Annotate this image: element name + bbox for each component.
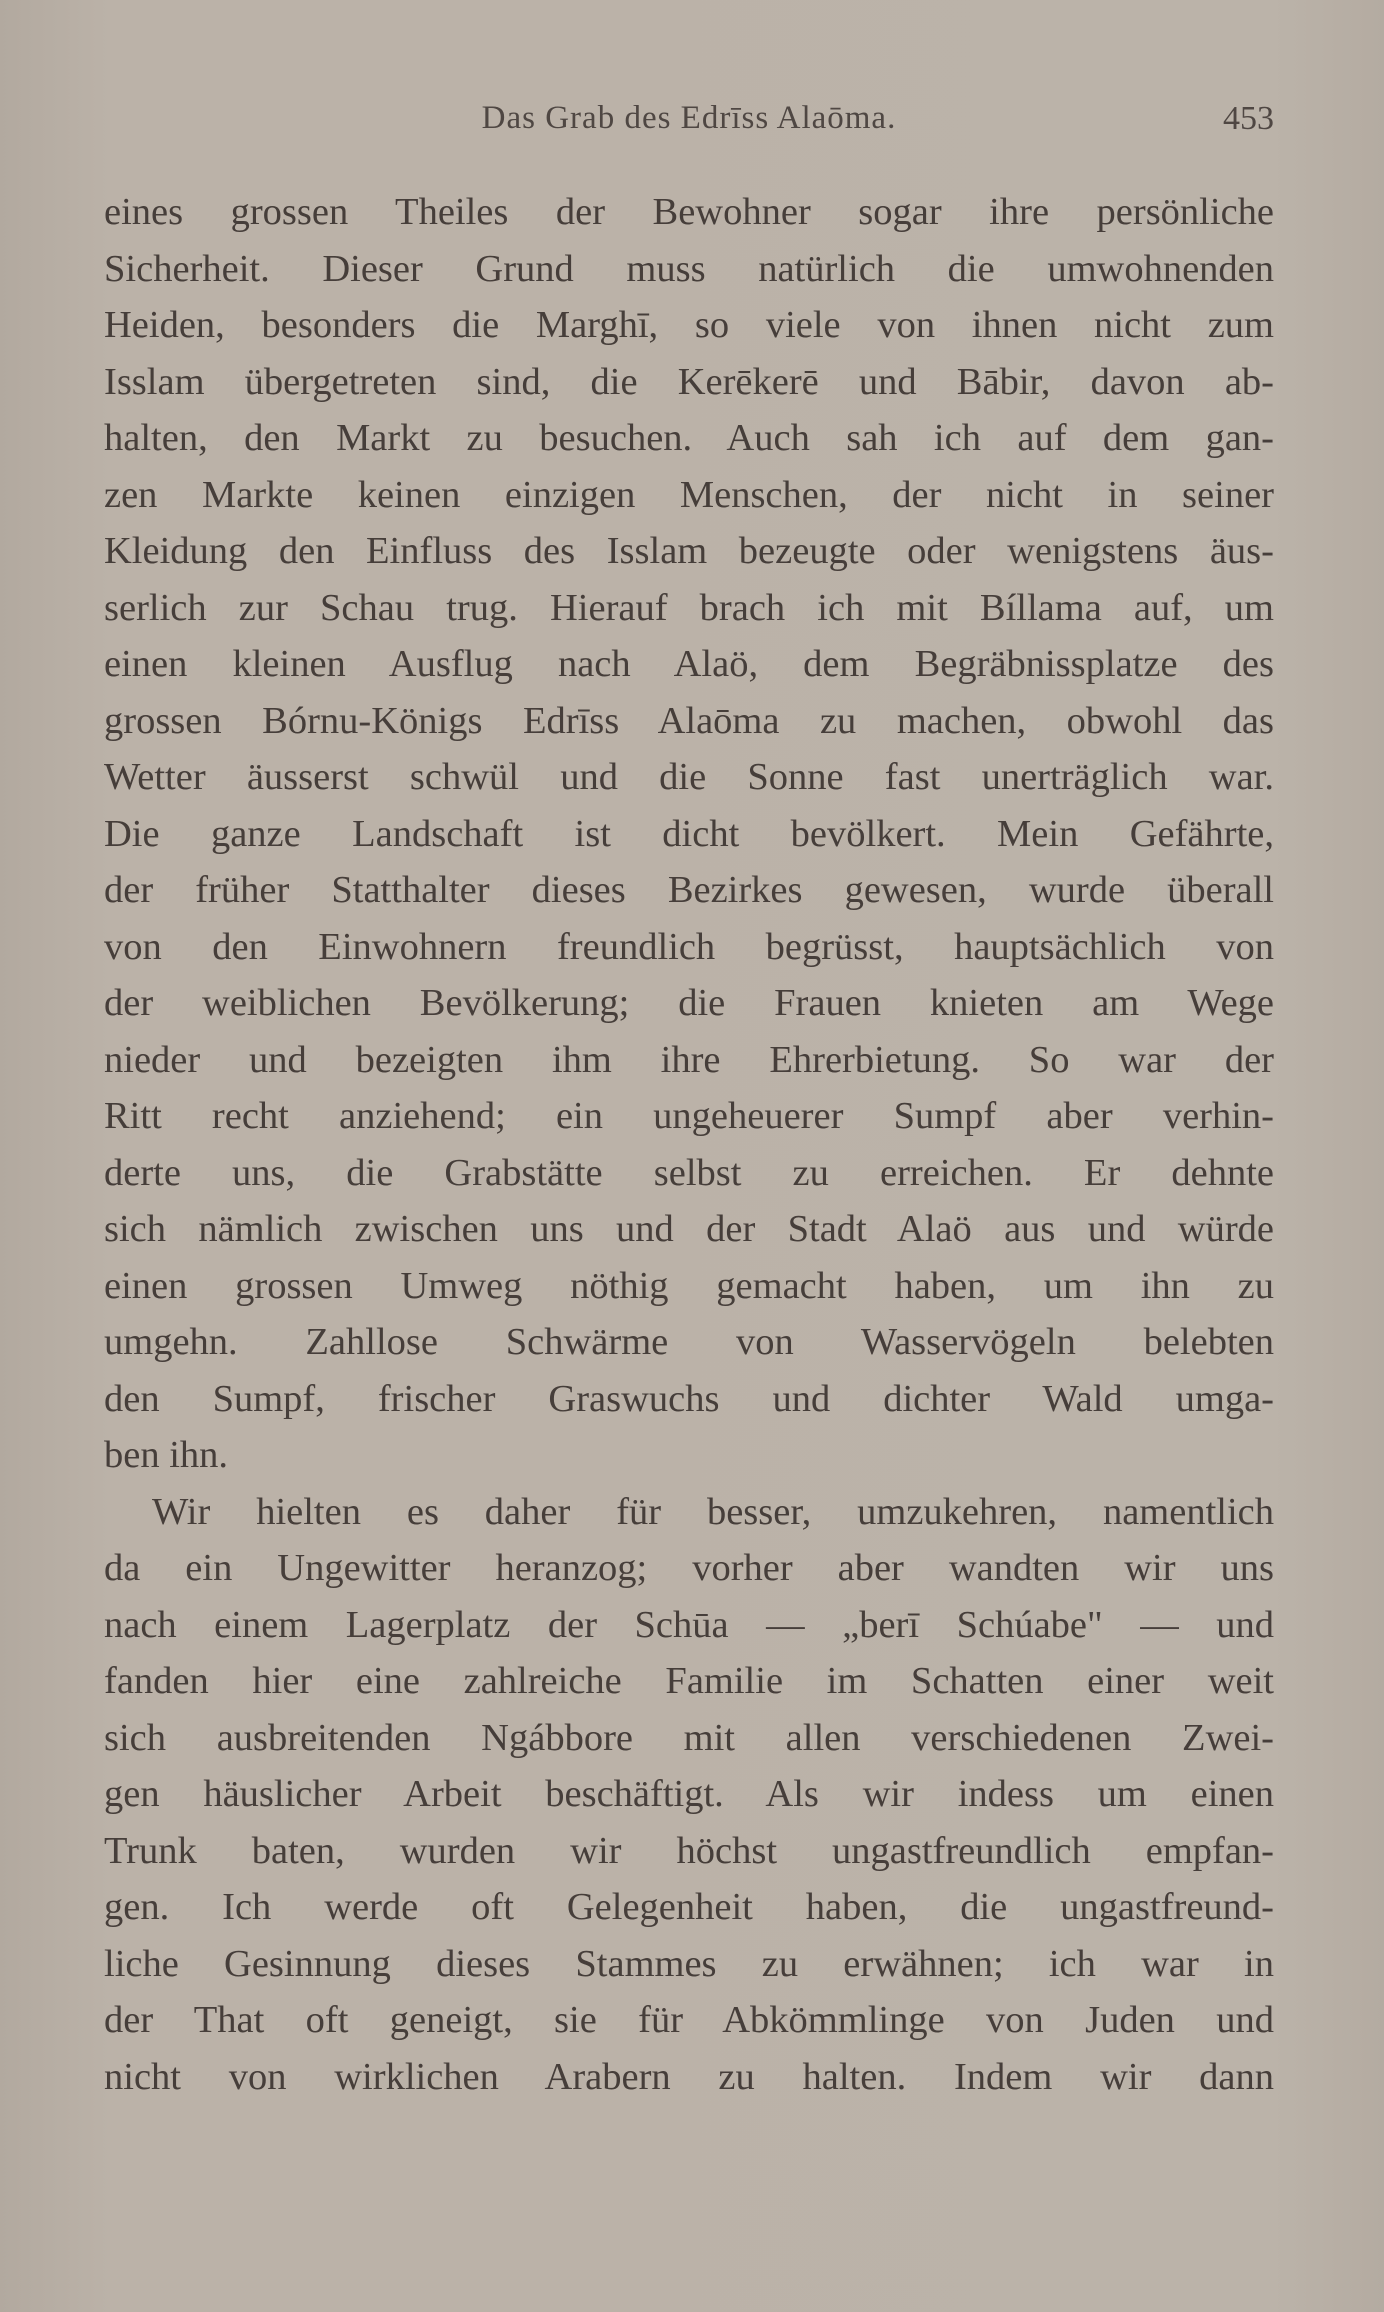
text-line: Wetter äusserst schwül und die Sonne fast unerträglich war.: [104, 756, 1274, 798]
text-line: umgehn. Zahllose Schwärme von Wasservögeln belebten: [104, 1321, 1274, 1363]
text-line: sich ausbreitenden Ngábbore mit allen verschiedenen Zwei-: [104, 1716, 1274, 1759]
text-line: Die ganze Landschaft ist dicht bevölkert. Mein Gefährte,: [104, 812, 1274, 855]
text-line: Heiden, besonders die Marghī, so viele von ihnen nicht zum: [104, 304, 1274, 346]
text-line: Isslam übergetreten sind, die Kerēkerē und Bābir, davon ab-: [104, 360, 1274, 403]
text-line: Ritt recht anziehend; ein ungeheuerer Sumpf aber verhin-: [104, 1095, 1274, 1137]
text-line: halten, den Markt zu besuchen. Auch sah ich auf dem gan-: [104, 417, 1274, 459]
text-line: von den Einwohnern freundlich begrüsst, hauptsächlich von: [104, 925, 1274, 968]
page-number: 453: [1223, 100, 1274, 137]
text-line: der weiblichen Bevölkerung; die Frauen knieten am Wege: [104, 982, 1274, 1024]
text-line: sich nämlich zwischen uns und der Stadt Alaö aus und würde: [104, 1208, 1274, 1250]
text-line: zen Markte keinen einzigen Menschen, der nicht in seiner: [104, 473, 1274, 516]
text-line: Sicherheit. Dieser Grund muss natürlich die umwohnenden: [104, 247, 1274, 290]
page-header: [104, 100, 1274, 150]
text-line: nicht von wirklichen Arabern zu halten. Indem wir dann: [104, 2055, 1274, 2098]
text-line: fanden hier eine zahlreiche Familie im Schatten einer weit: [104, 1660, 1274, 1702]
text-line: nieder und bezeigten ihm ihre Ehrerbietung. So war der: [104, 1038, 1274, 1081]
text-line: grossen Bórnu-Königs Edrīss Alaōma zu machen, obwohl das: [104, 699, 1274, 742]
text-line: Wir hielten es daher für besser, umzukehren, namentlich: [152, 1490, 1274, 1533]
text-line: den Sumpf, frischer Graswuchs und dichter Wald umga-: [104, 1377, 1274, 1420]
paragraph: [104, 1484, 1274, 2106]
text-line: eines grossen Theiles der Bewohner sogar ihre persönliche: [104, 191, 1274, 233]
text-line: derte uns, die Grabstätte selbst zu erreichen. Er dehnte: [104, 1151, 1274, 1194]
text-line: serlich zur Schau trug. Hierauf brach ich mit Bíllama auf, um: [104, 586, 1274, 629]
text-line: ben ihn.: [104, 1434, 229, 1476]
text-line: gen häuslicher Arbeit beschäftigt. Als wir indess um einen: [104, 1773, 1274, 1815]
text-line: Kleidung den Einfluss des Isslam bezeugte oder wenigstens äus-: [104, 530, 1274, 572]
paragraph: [104, 184, 1274, 1484]
text-line: einen kleinen Ausflug nach Alaö, dem Begräbnissplatze des: [104, 643, 1274, 685]
text-line: Trunk baten, wurden wir höchst ungastfreundlich empfan-: [104, 1829, 1274, 1872]
text-line: da ein Ungewitter heranzog; vorher aber wandten wir uns: [104, 1547, 1274, 1589]
body-text: [104, 184, 1274, 2105]
text-line: der früher Statthalter dieses Bezirkes gewesen, wurde überall: [104, 869, 1274, 911]
text-line: einen grossen Umweg nöthig gemacht haben, um ihn zu: [104, 1264, 1274, 1307]
text-line: der That oft geneigt, sie für Abkömmlinge von Juden und: [104, 1999, 1274, 2041]
running-title: Das Grab des Edrīss Alaōma.: [481, 100, 897, 136]
text-line: liche Gesinnung dieses Stammes zu erwähnen; ich war in: [104, 1942, 1274, 1985]
text-line: gen. Ich werde oft Gelegenheit haben, die ungastfreund-: [104, 1886, 1274, 1928]
text-line: nach einem Lagerplatz der Schūa — „berī Schúabe" — und: [104, 1603, 1274, 1646]
